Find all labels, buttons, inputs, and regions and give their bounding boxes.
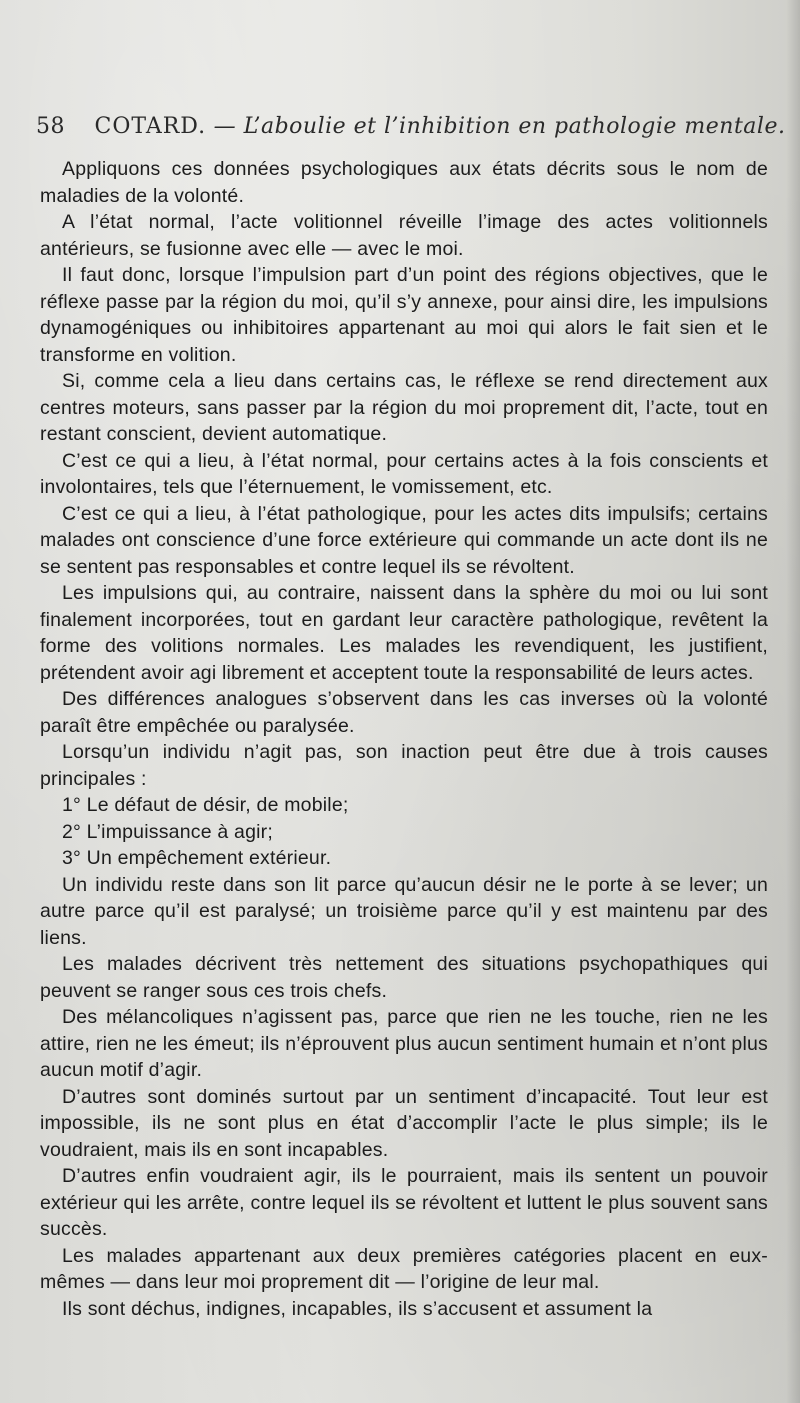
paragraph-16: Ils sont déchus, indignes, incapables, ils s’accusent et assument la — [62, 1297, 653, 1320]
paragraph-13: D’autres sont dominés surtout par un sentiment d’incapacité. Tout leur est impossible, ils ne sont plus en état d’accomplir l’acte le plus simple; ils le voudraient, mais ils en sont incapables. — [40, 1085, 768, 1161]
page-body — [40, 156, 768, 1322]
paragraph-8: Des différences analogues s’observent dans les cas inverses où la volonté paraît être empêchée ou paralysée. — [40, 688, 768, 737]
paragraph-12: Des mélancoliques n’agissent pas, parce que rien ne les touche, rien ne les attire, rien ne les émeut; ils n’éprouvent plus aucun sentiment humain et n’ont plus aucun motif d’agir. — [40, 1006, 768, 1081]
paragraph-2: A l’état normal, l’acte volitionnel réveille l’image des actes volitionnels antérieurs, se fusionne avec elle — avec le moi. — [40, 211, 768, 260]
paragraph-1: Appliquons ces données psychologiques aux états décrits sous le nom de maladies de la volonté. — [40, 158, 768, 207]
paragraph-5: C’est ce qui a lieu, à l’état normal, pour certains actes à la fois conscients et involontaires, tels que l’éternuement, le vomissement, etc. — [40, 449, 768, 498]
paragraph-10: Un individu reste dans son lit parce qu’aucun désir ne le porte à se lever; un autre parce qu’il est paralysé; un troisième parce qu’il y est maintenu par des liens. — [40, 873, 768, 949]
paragraph-9: Lorsqu’un individu n’agit pas, son inaction peut être due à trois causes principales : — [40, 741, 768, 790]
running-header-author: COTARD. — [94, 114, 207, 139]
paragraph-11: Les malades décrivent très nettement des situations psychopathiques qui peuvent se ranger sous ces trois chefs. — [40, 953, 768, 1002]
paragraph-14: D’autres enfin voudraient agir, ils le pourraient, mais ils sentent un pouvoir extérieur qui les arrête, contre lequel ils se révoltent et luttent le plus souvent sans succès. — [40, 1165, 768, 1240]
paragraph-3: Il faut donc, lorsque l’impulsion part d’un point des régions objectives, que le réflexe passe par la région du moi, qu’il s’y annexe, pour ainsi dire, les impulsions dynamogéniques ou inhibitoires appartenant au moi qui alors le fait sien et le transforme en volition. — [40, 264, 768, 366]
page-number: 58 — [36, 114, 65, 139]
paragraph-6: C’est ce qui a lieu, à l’état pathologique, pour les actes dits impulsifs; certains malades ont conscience d’une force extérieure qui commande un acte dont ils ne se sentent pas responsables et contre lequel ils se révoltent. — [40, 502, 768, 578]
paragraph-4: Si, comme cela a lieu dans certains cas, le réflexe se rend directement aux centres moteurs, sans passer par la région du moi proprement dit, l’acte, tout en restant conscient, devient automatique. — [40, 370, 768, 445]
list-item-1: 1° Le défaut de désir, de mobile; — [62, 794, 349, 816]
running-header — [36, 114, 786, 139]
list-item-3: 3° Un empêchement extérieur. — [62, 847, 332, 869]
running-header-title: — L’aboulie et l’inhibition en pathologie mentale. — [213, 114, 786, 139]
paragraph-7: Les impulsions qui, au contraire, naissent dans la sphère du moi ou lui sont finalement incorporées, tout en gardant leur caractère pathologique, revêtent la forme des volitions normales. Les malades les revendiquent, les justifient, prétendent avoir agi librement et acceptent toute la responsabilité de leurs actes. — [40, 582, 768, 684]
paragraph-15: Les malades appartenant aux deux premières catégories placent en eux-mêmes — dans leur moi proprement dit — l’origine de leur mal. — [40, 1244, 768, 1293]
list-item-2: 2° L’impuissance à agir; — [62, 820, 273, 843]
